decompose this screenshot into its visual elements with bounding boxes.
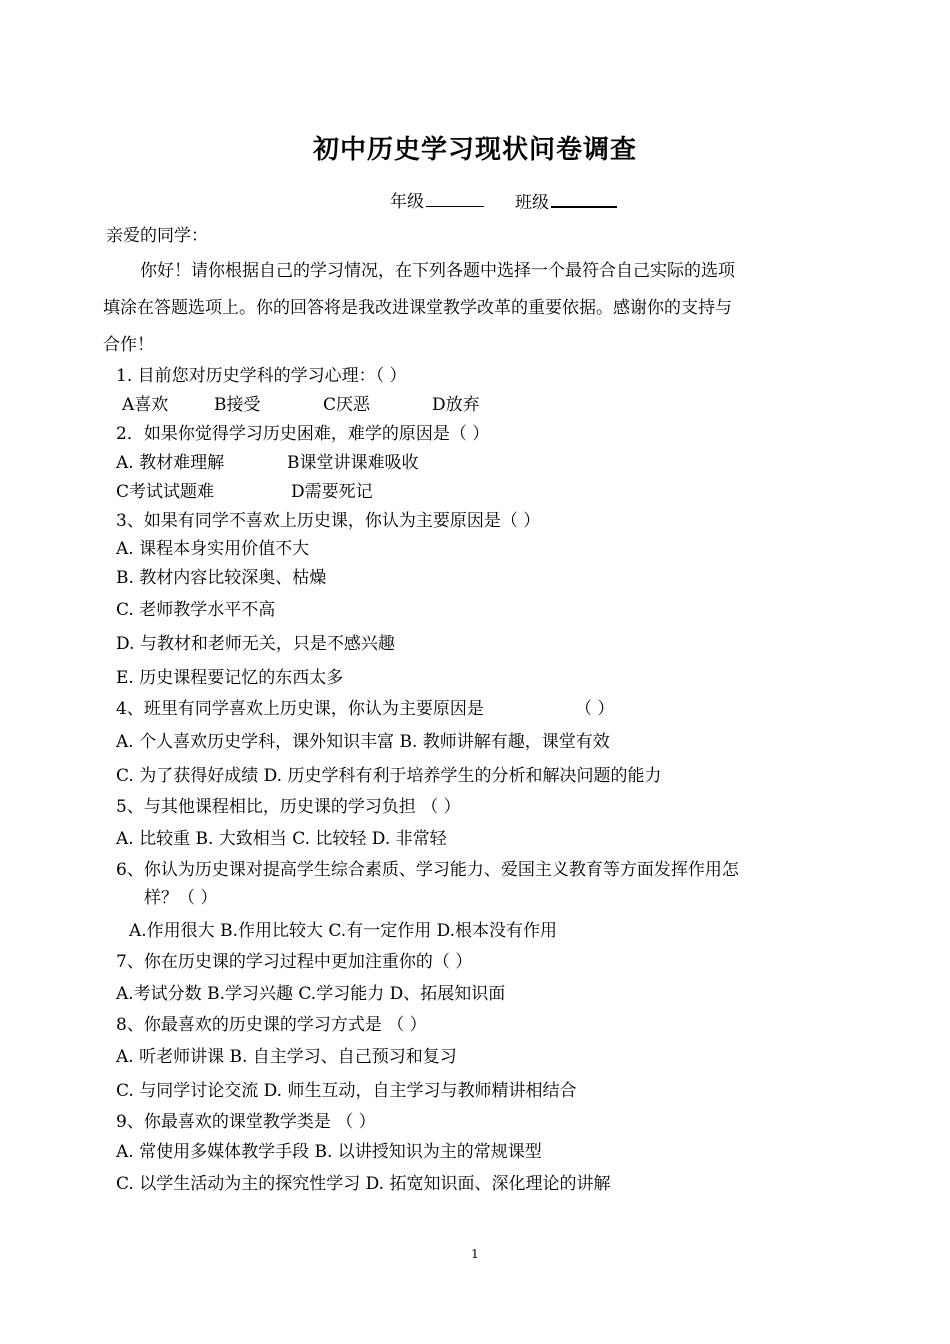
question-4: 4、班里有同学喜欢上历史课，你认为主要原因是 [116,699,484,719]
q3-option-a[interactable]: A. 课程本身实用价值不大 [116,539,310,559]
q3-option-d[interactable]: D. 与教材和老师无关，只是不感兴趣 [116,634,395,654]
question-3: 3、如果有同学不喜欢上历史课，你认为主要原因是（ ） [116,511,541,531]
page-title: 初中历史学习现状问卷调查 [312,135,637,165]
q4-option-ab[interactable]: A. 个人喜欢历史学科，课外知识丰富 B. 教师讲解有趣，课堂有效 [116,732,610,752]
q7-options[interactable]: A.考试分数 B.学习兴趣 C.学习能力 D、拓展知识面 [116,984,506,1004]
question-4-paren: （ ） [575,699,615,719]
question-9: 9、你最喜欢的课堂教学类是 （ ） [116,1112,376,1132]
q5-options[interactable]: A. 比较重 B. 大致相当 C. 比较轻 D. 非常轻 [116,829,447,849]
q2-option-b[interactable]: B课堂讲课难吸收 [287,453,419,473]
q2-option-d[interactable]: D需要死记 [291,482,373,502]
q1-option-a[interactable]: A喜欢 [122,395,169,415]
question-6-line-2: 样？（ ） [144,888,218,908]
grade-field [390,190,484,213]
class-label: 班级 [515,193,549,213]
q8-option-cd[interactable]: C. 与同学讨论交流 D. 师生互动，自主学习与教师精讲相结合 [116,1081,577,1101]
q9-option-ab[interactable]: A. 常使用多媒体教学手段 B. 以讲授知识为主的常规课型 [116,1142,542,1162]
q2-option-c[interactable]: C考试试题难 [116,482,215,502]
q1-option-b[interactable]: B接受 [214,395,261,415]
q3-option-e[interactable]: E. 历史课程要记忆的东西太多 [116,668,344,688]
q4-option-cd[interactable]: C. 为了获得好成绩 D. 历史学科有利于培养学生的分析和解决问题的能力 [116,766,662,786]
q6-options[interactable]: A.作用很大 B.作用比较大 C.有一定作用 D.根本没有作用 [129,921,558,941]
intro-line-1: 你好！请你根据自己的学习情况，在下列各题中选择一个最符合自己实际的选项 [140,261,735,281]
q1-option-c[interactable]: C厌恶 [323,395,371,415]
question-5: 5、与其他课程相比，历史课的学习负担 （ ） [116,797,461,817]
question-8: 8、你最喜欢的历史课的学习方式是 （ ） [116,1015,427,1035]
q1-option-d[interactable]: D放弃 [432,395,480,415]
grade-blank[interactable] [426,190,484,207]
q3-option-c[interactable]: C. 老师教学水平不高 [116,600,276,620]
q9-option-cd[interactable]: C. 以学生活动为主的探究性学习 D. 拓宽知识面、深化理论的讲解 [116,1174,611,1194]
question-1: 1. 目前您对历史学科的学习心理：（ ） [116,366,407,386]
q2-option-a[interactable]: A. 教材难理解 [116,453,225,473]
intro-line-2: 填涂在答题选项上。你的回答将是我改进课堂教学改革的重要依据。感谢你的支持与 [103,298,732,318]
question-2: 2．如果你觉得学习历史困难，难学的原因是（ ） [116,424,490,444]
question-7: 7、你在历史课的学习过程中更加注重你的（ ） [116,952,473,972]
q8-option-ab[interactable]: A. 听老师讲课 B. 自主学习、自己预习和复习 [116,1047,457,1067]
question-6-line-1: 6、你认为历史课对提高学生综合素质、学习能力、爱国主义教育等方面发挥作用怎 [116,860,739,880]
intro-line-3: 合作！ [103,335,154,355]
greeting: 亲爱的同学： [106,226,208,246]
page-number: 1 [471,1247,479,1261]
grade-label: 年级 [390,192,424,212]
class-blank[interactable] [551,190,617,208]
q3-option-b[interactable]: B. 教材内容比较深奥、枯燥 [116,568,327,588]
class-field [515,190,617,214]
